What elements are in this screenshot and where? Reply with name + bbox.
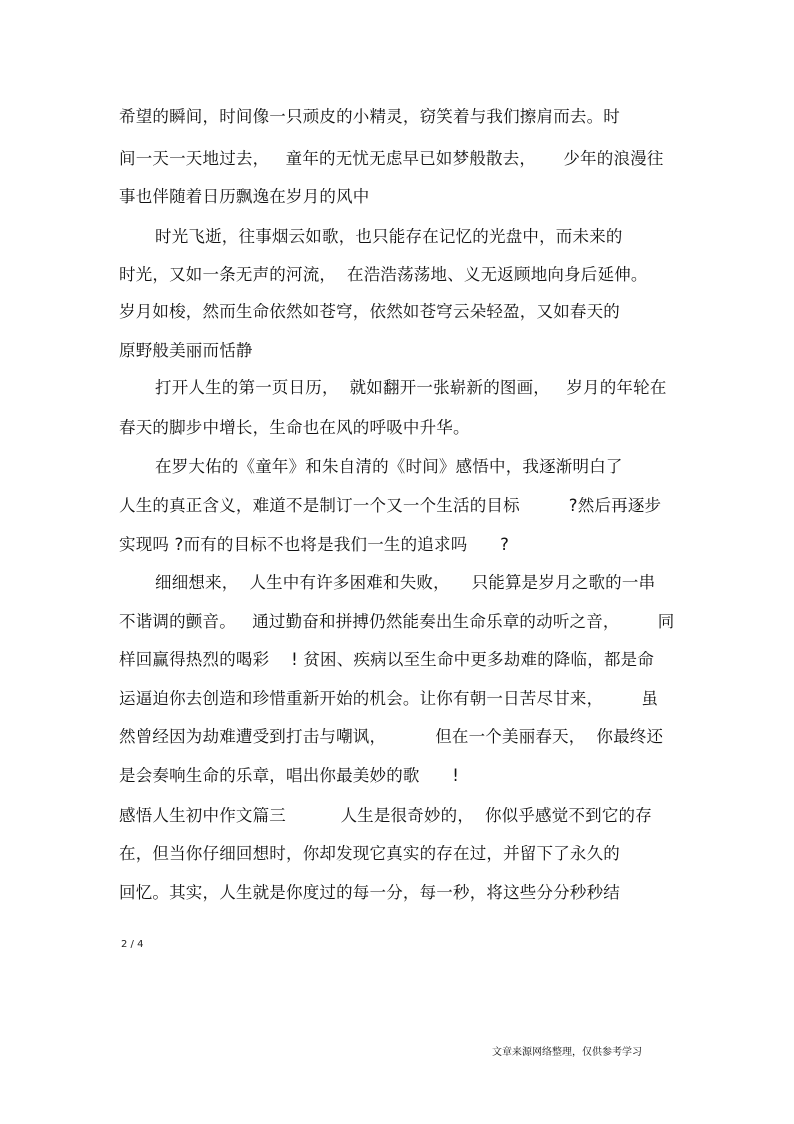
text-line: 然曾经因为劫难遭受到打击与嘲讽， 但在一个美丽春天， 你最终还 — [119, 727, 664, 746]
text-line: 人生的真正含义，难道不是制订一个又一个生活的目标 ?然后再逐步 — [119, 496, 662, 515]
text-line: 时光，又如一条无声的河流， 在浩浩荡荡地、义无返顾地向身后延伸。 — [119, 265, 648, 284]
text-line: 样回赢得热烈的喝彩 ! 贫困、疾病以至生命中更多劫难的降临，都是命 — [119, 650, 655, 669]
text-line: 回忆。其实，人生就是你度过的每一分，每一秒，将这些分分秒秒结 — [119, 883, 620, 902]
footer-note: 文章来源网络整理，仅供参考学习 — [492, 1047, 642, 1058]
text-line: 打开人生的第一页日历， 就如翻开一张崭新的图画， 岁月的年轮在 — [155, 378, 667, 397]
text-line: 是会奏响生命的乐章，唱出你最美妙的歌 ! — [119, 766, 460, 785]
text-line: 希望的瞬间，时间像一只顽皮的小精灵，窃笑着与我们擦肩而去。时 — [119, 107, 620, 126]
text-line: 运逼迫你去创造和珍惜重新开始的机会。让你有朝一日苦尽甘来， 虽 — [119, 689, 659, 708]
text-line: 实现吗 ?而有的目标不也将是我们一生的追求吗 ? — [119, 535, 510, 554]
page-number: 2 / 4 — [121, 939, 144, 950]
text-line: 感悟人生初中作文篇三 人生是很奇妙的， 你似乎感觉不到它的存 — [119, 806, 652, 825]
text-line: 在，但当你仔细回想时，你却发现它真实的存在过，并留下了永久的 — [119, 844, 620, 863]
text-line: 间一天一天地过去， 童年的无忧无虑早已如梦般散去， 少年的浪漫往 — [119, 149, 664, 168]
text-line: 事也伴随着日历飘逸在岁月的风中 — [119, 187, 370, 206]
text-line: 细细想来， 人生中有许多困难和失败， 只能算是岁月之歌的一串 — [155, 573, 656, 592]
text-line: 原野般美丽而恬静 — [119, 341, 253, 360]
text-line: 时光飞逝，往事烟云如歌，也只能存在记忆的光盘中，而未来的 — [155, 227, 623, 246]
text-line: 在罗大佑的《童年》和朱自清的《时间》感悟中，我逐渐明白了 — [155, 457, 623, 476]
text-line: 不谐调的颤音。 通过勤奋和拼搏仍然能奏出生命乐章的动听之音， 同 — [119, 612, 675, 631]
text-line: 春天的脚步中增长，生命也在风的呼吸中升华。 — [119, 418, 470, 437]
text-line: 岁月如梭，然而生命依然如苍穹，依然如苍穹云朵轻盈，又如春天的 — [119, 302, 620, 321]
